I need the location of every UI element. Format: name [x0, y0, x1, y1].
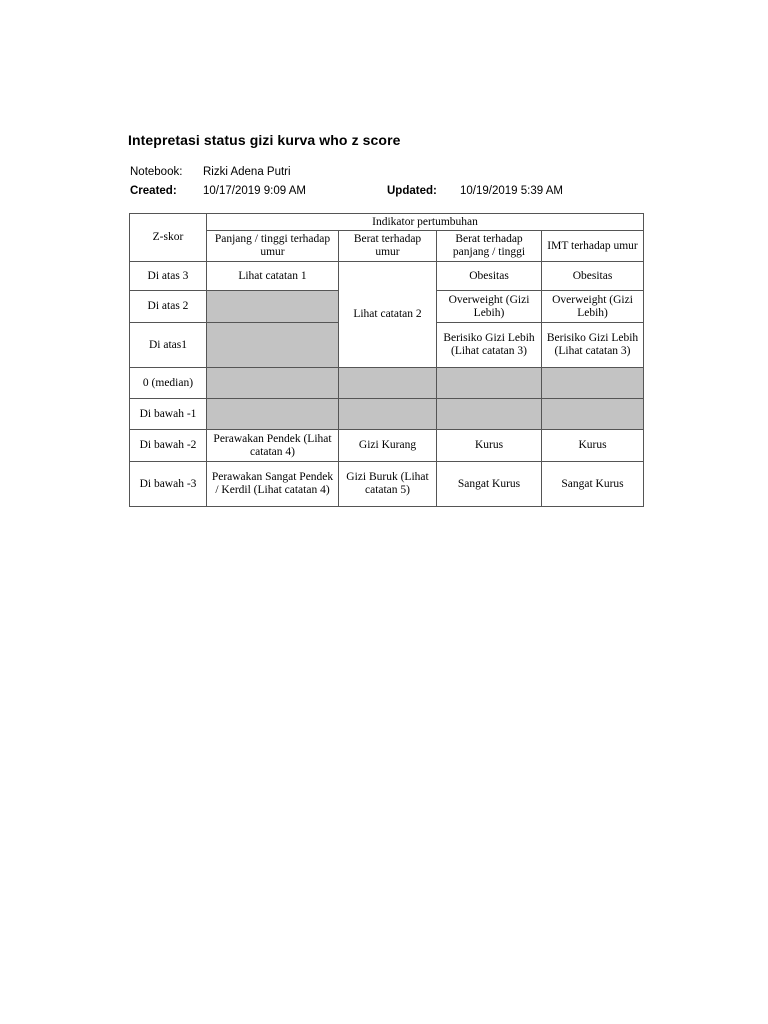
table-cell: Obesitas — [437, 262, 542, 291]
table-header-row — [130, 214, 644, 231]
shaded-cell — [207, 399, 339, 430]
table-cell: Overweight (Gizi Lebih) — [542, 291, 644, 323]
table-row — [130, 368, 644, 399]
table-cell: Overweight (Gizi Lebih) — [437, 291, 542, 323]
row-label: Di bawah -2 — [130, 430, 207, 462]
table-row — [130, 262, 644, 291]
notebook-label: Notebook: — [130, 166, 183, 178]
table-cell: Gizi Kurang — [339, 430, 437, 462]
table-cell: Berisiko Gizi Lebih (Lihat catatan 3) — [437, 323, 542, 368]
shaded-cell — [207, 291, 339, 323]
shaded-cell — [437, 399, 542, 430]
shaded-cell — [542, 368, 644, 399]
created-value: 10/17/2019 9:09 AM — [203, 185, 306, 197]
growth-indicator-table — [129, 213, 644, 507]
column-header: Berat terhadap panjang / tinggi — [437, 231, 542, 262]
table-cell: Kurus — [542, 430, 644, 462]
shaded-cell — [207, 368, 339, 399]
table-subheader-row — [130, 231, 644, 262]
updated-value: 10/19/2019 5:39 AM — [460, 185, 563, 197]
table-row — [130, 399, 644, 430]
table-row — [130, 462, 644, 507]
table-cell: Lihat catatan 1 — [207, 262, 339, 291]
table-cell: Sangat Kurus — [542, 462, 644, 507]
table-row — [130, 430, 644, 462]
row-label: 0 (median) — [130, 368, 207, 399]
shaded-cell — [207, 323, 339, 368]
notebook-value: Rizki Adena Putri — [203, 166, 291, 178]
shaded-cell — [437, 368, 542, 399]
created-label: Created: — [130, 185, 177, 197]
row-label: Di atas 3 — [130, 262, 207, 291]
row-label: Di bawah -1 — [130, 399, 207, 430]
updated-label: Updated: — [387, 185, 437, 197]
indicator-group-header: Indikator pertumbuhan — [207, 214, 644, 231]
table-cell-merged: Lihat catatan 2 — [339, 262, 437, 368]
column-header: IMT terhadap umur — [542, 231, 644, 262]
column-header: Berat terhadap umur — [339, 231, 437, 262]
table-cell: Sangat Kurus — [437, 462, 542, 507]
table-cell: Obesitas — [542, 262, 644, 291]
shaded-cell — [339, 368, 437, 399]
table-cell: Perawakan Pendek (Lihat catatan 4) — [207, 430, 339, 462]
shaded-cell — [339, 399, 437, 430]
zscore-header: Z-skor — [130, 214, 207, 262]
row-label: Di atas1 — [130, 323, 207, 368]
table-cell: Kurus — [437, 430, 542, 462]
note-title: Intepretasi status gizi kurva who z score — [128, 132, 401, 148]
table-cell: Perawakan Sangat Pendek / Kerdil (Lihat catatan 4) — [207, 462, 339, 507]
row-label: Di bawah -3 — [130, 462, 207, 507]
table-cell: Gizi Buruk (Lihat catatan 5) — [339, 462, 437, 507]
row-label: Di atas 2 — [130, 291, 207, 323]
table-cell: Berisiko Gizi Lebih (Lihat catatan 3) — [542, 323, 644, 368]
column-header: Panjang / tinggi terhadap umur — [207, 231, 339, 262]
shaded-cell — [542, 399, 644, 430]
